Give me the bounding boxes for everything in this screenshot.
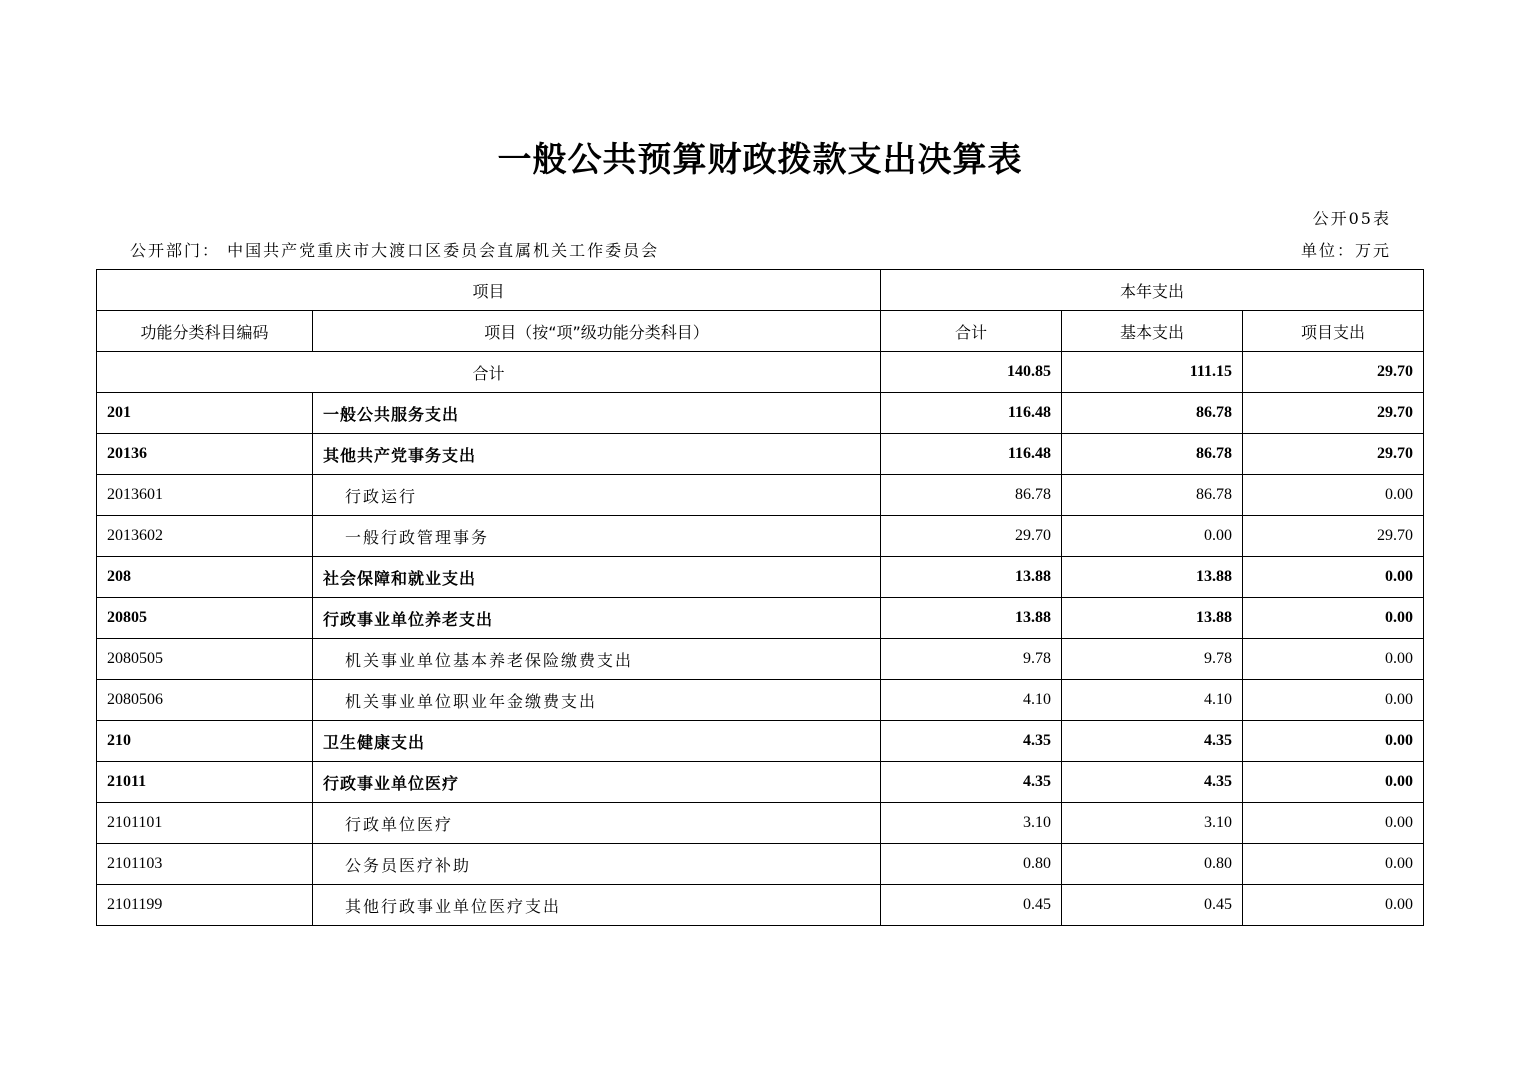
budget-table [96,269,1424,926]
total-total: 140.85 [881,352,1062,393]
row-project: 0.00 [1243,844,1424,885]
row-total: 116.48 [881,434,1062,475]
row-project: 0.00 [1243,557,1424,598]
total-row [97,352,1424,393]
row-total: 116.48 [881,393,1062,434]
row-name: 行政单位医疗 [313,803,881,844]
row-basic: 86.78 [1062,475,1243,516]
row-project: 0.00 [1243,639,1424,680]
table-row [97,803,1424,844]
row-total: 9.78 [881,639,1062,680]
row-code: 20805 [97,598,313,639]
table-number: 公开05表 [1312,209,1391,228]
table-row [97,885,1424,926]
row-total: 4.35 [881,721,1062,762]
header-code: 功能分类科目编码 [97,311,313,352]
row-basic: 4.35 [1062,721,1243,762]
row-name: 一般行政管理事务 [313,516,881,557]
total-label: 合计 [97,352,881,393]
row-total: 0.80 [881,844,1062,885]
row-basic: 3.10 [1062,803,1243,844]
row-basic: 0.80 [1062,844,1243,885]
row-total: 86.78 [881,475,1062,516]
table-row [97,721,1424,762]
row-basic: 0.45 [1062,885,1243,926]
row-code: 210 [97,721,313,762]
table-row [97,434,1424,475]
table-row [97,393,1424,434]
unit-label: 单位：万元 [1300,241,1391,260]
total-basic: 111.15 [1062,352,1243,393]
row-name: 行政事业单位医疗 [313,762,881,803]
header-row-1 [97,270,1424,311]
row-basic: 4.10 [1062,680,1243,721]
row-name: 社会保障和就业支出 [313,557,881,598]
row-project: 29.70 [1243,434,1424,475]
header-project-item: 项目（按“项”级功能分类科目） [313,311,881,352]
header-project: 项目 [97,270,881,311]
header-row-2 [97,311,1424,352]
row-code: 2101103 [97,844,313,885]
header-basic: 基本支出 [1062,311,1243,352]
row-code: 2080505 [97,639,313,680]
row-name: 其他行政事业单位医疗支出 [313,885,881,926]
header-total: 合计 [881,311,1062,352]
row-name: 行政事业单位养老支出 [313,598,881,639]
row-code: 20136 [97,434,313,475]
row-basic: 0.00 [1062,516,1243,557]
row-code: 2013601 [97,475,313,516]
row-basic: 4.35 [1062,762,1243,803]
row-project: 0.00 [1243,475,1424,516]
department-label: 公开部门： 中国共产党重庆市大渡口区委员会直属机关工作委员会 [130,241,660,260]
page-title: 一般公共预算财政拨款支出决算表 [497,140,1023,180]
row-project: 0.00 [1243,803,1424,844]
row-basic: 86.78 [1062,434,1243,475]
table-row [97,680,1424,721]
row-project: 0.00 [1243,721,1424,762]
row-code: 208 [97,557,313,598]
table-row [97,762,1424,803]
row-project: 0.00 [1243,885,1424,926]
row-code: 201 [97,393,313,434]
table-row [97,598,1424,639]
row-basic: 86.78 [1062,393,1243,434]
table-row [97,844,1424,885]
row-name: 其他共产党事务支出 [313,434,881,475]
row-code: 2080506 [97,680,313,721]
table-row [97,557,1424,598]
row-basic: 9.78 [1062,639,1243,680]
row-name: 卫生健康支出 [313,721,881,762]
row-project: 0.00 [1243,762,1424,803]
header-project-expense: 项目支出 [1243,311,1424,352]
row-name: 一般公共服务支出 [313,393,881,434]
row-project: 29.70 [1243,516,1424,557]
row-project: 29.70 [1243,393,1424,434]
row-name: 机关事业单位职业年金缴费支出 [313,680,881,721]
table-row [97,639,1424,680]
row-basic: 13.88 [1062,557,1243,598]
row-project: 0.00 [1243,680,1424,721]
row-basic: 13.88 [1062,598,1243,639]
row-total: 13.88 [881,598,1062,639]
row-name: 公务员医疗补助 [313,844,881,885]
total-project: 29.70 [1243,352,1424,393]
table-row [97,475,1424,516]
row-name: 机关事业单位基本养老保险缴费支出 [313,639,881,680]
row-total: 13.88 [881,557,1062,598]
row-total: 0.45 [881,885,1062,926]
row-name: 行政运行 [313,475,881,516]
row-code: 2101199 [97,885,313,926]
table-row [97,516,1424,557]
header-current-year-expense: 本年支出 [881,270,1424,311]
row-code: 2101101 [97,803,313,844]
row-total: 29.70 [881,516,1062,557]
row-code: 21011 [97,762,313,803]
row-total: 4.10 [881,680,1062,721]
row-total: 4.35 [881,762,1062,803]
row-code: 2013602 [97,516,313,557]
row-project: 0.00 [1243,598,1424,639]
row-total: 3.10 [881,803,1062,844]
